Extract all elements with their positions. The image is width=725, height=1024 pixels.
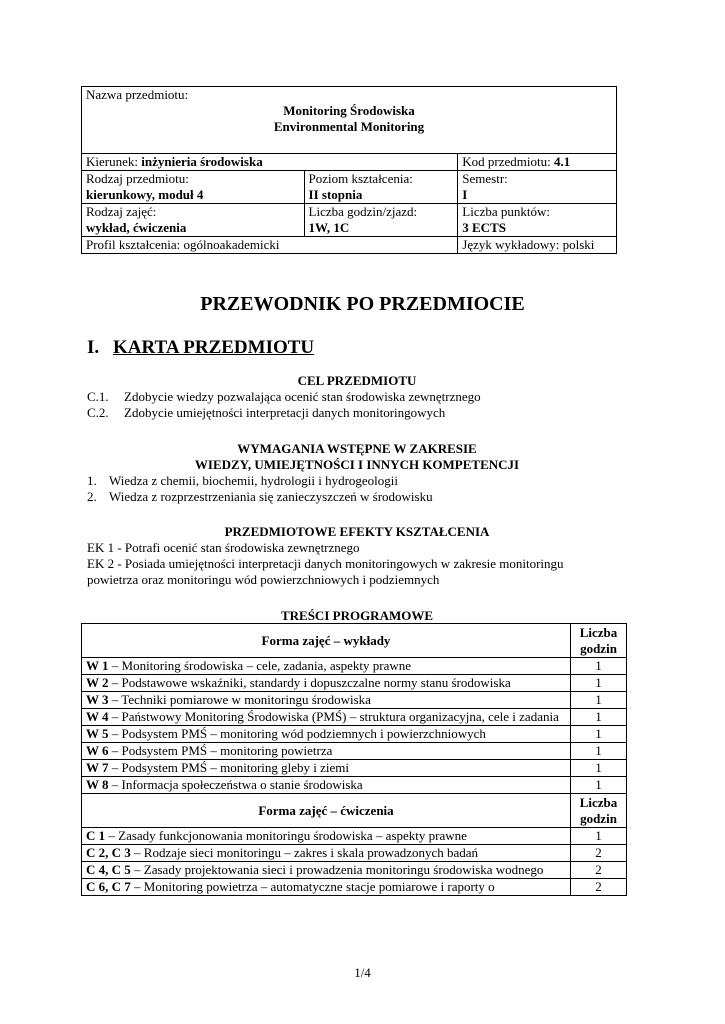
table-row (82, 760, 627, 777)
row-code: W 6 (86, 743, 109, 758)
classes-value: wykład, ćwiczenia (86, 220, 187, 235)
course-name-pl: Monitoring Środowiska (283, 103, 415, 118)
row-code: W 1 (86, 658, 109, 673)
table-row (82, 862, 627, 879)
row-code: W 4 (86, 709, 109, 724)
prerequisites-heading-2: WIEDZY, UMIEJĘTNOŚCI I INNYCH KOMPETENCJI (194, 457, 520, 472)
hours-header-line-2: godzin (580, 810, 617, 826)
row-code: W 2 (86, 675, 109, 690)
row-text: – Podstawowe wskaźniki, standardy i dopuszczalne normy stanu środowiska (108, 675, 511, 690)
goal-item (87, 405, 627, 421)
level-label: Poziom kształcenia: (308, 171, 413, 186)
row-text: – Monitoring środowiska – cele, zadania, aspekty prawne (108, 658, 412, 673)
row-code: C 2, C 3 (86, 845, 131, 860)
prerequisite-text: Wiedza z rozprzestrzeniania się zanieczyszczeń w środowisku (109, 489, 433, 504)
classes-hours-row (82, 204, 617, 237)
section-heading (87, 337, 314, 359)
profile-language-row (82, 237, 617, 254)
hours-header-line-1: Liczba (579, 624, 618, 640)
row-code: C 1 (86, 828, 106, 843)
table-row (82, 845, 627, 862)
table-row (82, 879, 627, 896)
table-row (82, 743, 627, 760)
row-code: W 8 (86, 777, 109, 792)
learning-outcomes (87, 524, 627, 588)
prerequisite-item (87, 489, 627, 505)
code-value: 4.1 (553, 154, 571, 169)
row-hours: 1 (571, 658, 627, 675)
field-value: inżynieria środowiska (141, 154, 263, 169)
row-hours: 1 (571, 726, 627, 743)
row-text: – Informacja społeczeństwa o stanie środowiska (108, 777, 363, 792)
hours-label: Liczba godzin/zjazd: (308, 204, 418, 219)
program-contents-table (81, 623, 627, 896)
row-hours: 1 (571, 760, 627, 777)
row-hours: 1 (571, 828, 627, 845)
prerequisite-item (87, 473, 627, 489)
prerequisites (87, 441, 627, 505)
row-text: – Państwowy Monitoring Środowiska (PMŚ) – struktura organizacyjna, cele i zadania (108, 709, 559, 724)
semester-label: Semestr: (462, 171, 508, 186)
program-contents-heading: TREŚCI PROGRAMOWE (280, 608, 434, 623)
goal-text: Zdobycie umiejętności interpretacji danych monitoringowych (124, 405, 446, 420)
profile-cell: Profil kształcenia: ogólnoakademicki (82, 237, 458, 254)
row-hours: 2 (571, 879, 627, 896)
points-label: Liczba punktów: (462, 204, 550, 219)
prerequisite-number: 2. (87, 489, 97, 504)
row-text: – Podsystem PMŚ – monitoring wód podziemnych i powierzchniowych (108, 726, 486, 741)
row-code: C 6, C 7 (86, 879, 131, 894)
classes-label: Rodzaj zajęć: (86, 204, 157, 219)
type-level-row (82, 171, 617, 204)
prerequisite-text: Wiedza z chemii, biochemii, hydrologii i hydrogeologii (109, 473, 399, 488)
row-code: W 5 (86, 726, 109, 741)
page-title: PRZEWODNIK PO PRZEDMIOCIE (200, 293, 525, 315)
type-label: Rodzaj przedmiotu: (86, 171, 189, 186)
table-row (82, 675, 627, 692)
code-label: Kod przedmiotu: (462, 154, 554, 169)
row-text: – Podsystem PMŚ – monitoring gleby i ziemi (108, 760, 350, 775)
hours-header-line-2: godzin (580, 640, 617, 656)
course-goals (87, 373, 627, 421)
goals-heading: CEL PRZEDMIOTU (297, 373, 417, 388)
field-code-row (82, 154, 617, 171)
goal-item (87, 389, 627, 405)
hours-value: 1W, 1C (308, 220, 350, 235)
exercises-header: Forma zajęć – ćwiczenia (82, 794, 571, 828)
row-hours: 1 (571, 777, 627, 794)
type-value: kierunkowy, moduł 4 (86, 187, 204, 202)
row-hours: 2 (571, 862, 627, 879)
course-info-table (81, 86, 617, 254)
lectures-header: Forma zajęć – wykłady (82, 624, 571, 658)
hours-header-line-1: Liczba (579, 794, 618, 810)
row-text: – Podsystem PMŚ – monitoring powietrza (108, 743, 333, 758)
table-row (82, 658, 627, 675)
prerequisites-heading-1: WYMAGANIA WSTĘPNE W ZAKRESIE (237, 441, 477, 456)
hours-header (571, 794, 627, 828)
row-code: W 3 (86, 692, 109, 707)
row-code: C 4, C 5 (86, 862, 131, 877)
row-hours: 1 (571, 675, 627, 692)
exercises-header-row (82, 794, 627, 828)
page-number: 1/4 (354, 965, 371, 980)
row-text: – Zasady funkcjonowania monitoringu środowiska – aspekty prawne (105, 828, 467, 843)
lectures-header-row (82, 624, 627, 658)
row-text: – Rodzaje sieci monitoringu – zakres i skala prowadzonych badań (130, 845, 479, 860)
row-hours: 1 (571, 743, 627, 760)
row-hours: 2 (571, 845, 627, 862)
field-label: Kierunek: (86, 154, 142, 169)
course-name-row (82, 87, 617, 154)
course-name-label: Nazwa przedmiotu: (86, 87, 189, 102)
points-value: 3 ECTS (462, 220, 506, 235)
table-row (82, 726, 627, 743)
row-hours: 1 (571, 692, 627, 709)
row-text: – Techniki pomiarowe w monitoringu środowiska (108, 692, 371, 707)
outcome-line: powietrza oraz monitoringu wód powierzchniowych i podziemnych (87, 572, 440, 587)
outcome-line: EK 1 - Potrafi ocenić stan środowiska zewnętrznego (87, 540, 360, 555)
semester-value: I (462, 187, 468, 202)
goal-text: Zdobycie wiedzy pozwalająca ocenić stan środowiska zewnętrznego (124, 389, 481, 404)
program-contents-heading-block (87, 608, 627, 624)
row-hours: 1 (571, 709, 627, 726)
row-code: W 7 (86, 760, 109, 775)
section-title: KARTA PRZEDMIOTU (113, 337, 315, 358)
section-number: I. (87, 337, 100, 358)
row-text: – Monitoring powietrza – automatyczne stacje pomiarowe i raporty o (130, 879, 495, 894)
goal-code: C.2. (87, 405, 109, 420)
goal-code: C.1. (87, 389, 109, 404)
table-row (82, 692, 627, 709)
course-name-en: Environmental Monitoring (273, 119, 425, 134)
outcome-line: EK 2 - Posiada umiejętności interpretacji danych monitoringowych w zakresie monitoringu (87, 556, 564, 571)
hours-header (571, 624, 627, 658)
row-text: – Zasady projektowania sieci i prowadzenia monitoringu środowiska wodnego (130, 862, 544, 877)
table-row (82, 777, 627, 794)
outcomes-heading: PRZEDMIOTOWE EFEKTY KSZTAŁCENIA (224, 524, 490, 539)
prerequisite-number: 1. (87, 473, 97, 488)
table-row (82, 709, 627, 726)
table-row (82, 828, 627, 845)
language-cell: Język wykładowy: polski (458, 237, 617, 254)
level-value: II stopnia (308, 187, 363, 202)
